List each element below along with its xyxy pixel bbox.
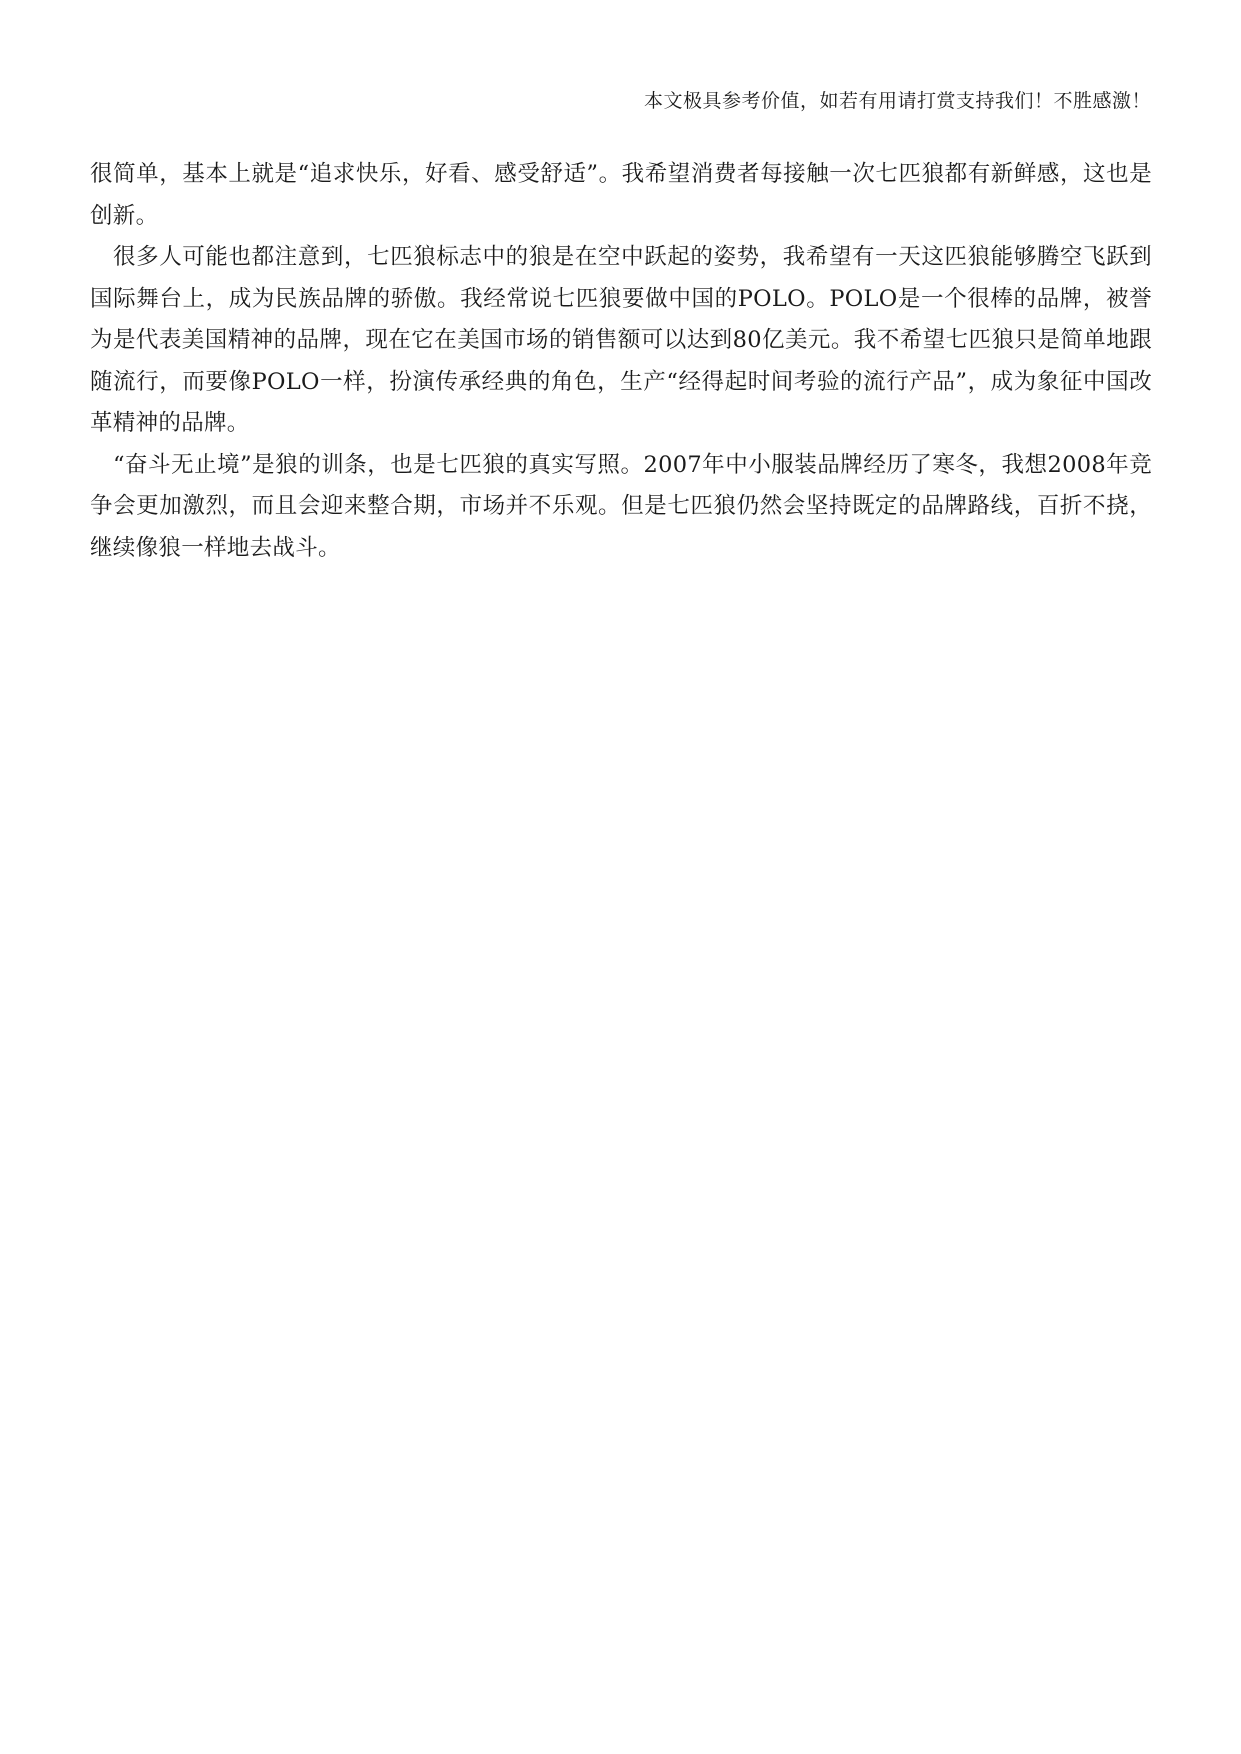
paragraph-brand-vision: 很多人可能也都注意到，七匹狼标志中的狼是在空中跃起的姿势，我希望有一天这匹狼能够腾空飞跃到国际舞台上，成为民族品牌的骄傲。我经常说七匹狼要做中国的POLO。POLO是一个很棒的品牌，被誉为是代表美国精神的品牌，现在它在美国市场的销售额可以达到80亿美元。我不希望七匹狼只是简单地跟随流行，而要像POLO一样，扮演传承经典的角色，生产“经得起时间考验的流行产品”，成为象征中国改革精神的品牌。	[90, 244, 1152, 436]
paragraph-continuation: 很简单，基本上就是“追求快乐，好看、感受舒适”。我希望消费者每接触一次七匹狼都有新鲜感，这也是创新。	[90, 161, 1152, 229]
header-note: 本文极具参考价值，如若有用请打赏支持我们！不胜感激！	[643, 90, 1151, 112]
paragraph-struggle: “奋斗无止境”是狼的训条，也是七匹狼的真实写照。2007年中小服装品牌经历了寒冬，我想2008年竞争会更加激烈，而且会迎来整合期，市场并不乐观。但是七匹狼仍然会坚持既定的品牌路线，百折不挠，继续像狼一样地去战斗。	[90, 451, 1152, 561]
document-body	[90, 154, 1152, 569]
